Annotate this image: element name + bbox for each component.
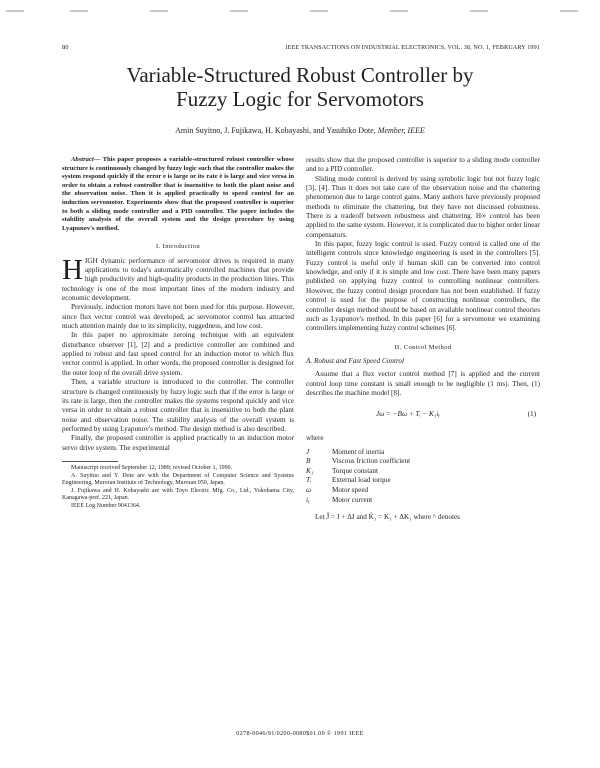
- author-membership: Member, IEEE: [377, 126, 425, 135]
- symbol: iᵧ: [306, 495, 310, 504]
- right-column: [306, 156, 540, 523]
- copyright-line: 0278-0046/91/0200-0080$01.00 © 1991 IEEE: [236, 730, 364, 737]
- symbol-definition: External load torque: [332, 476, 391, 485]
- footnote-ieee-log: IEEE Log Number 9041364.: [71, 502, 141, 509]
- title-line-2: Fuzzy Logic for Servomotors: [176, 87, 424, 111]
- intro-paragraph-4: Then, a variable structure is introduced to the controller. The controller structure is changed continuously by fuzzy logic such that if the error is large or its rate is large, then the controller makes the systems respond quickly and vice versa in order to obtain a robust controller that is insensitive to both the plant noise and observation noise. The stability analysis of the overall system is performed by using Lyapunov's method. The design method is also described.: [62, 378, 294, 433]
- symbol-row: [306, 486, 540, 496]
- symbol-definition: Moment of inertia: [332, 447, 385, 456]
- registration-mark: [230, 10, 248, 12]
- author-line: [0, 126, 600, 135]
- symbol-definition: Viscous friction coefficient: [332, 457, 411, 466]
- symbol: K₁: [306, 466, 314, 475]
- paper-title: [0, 63, 600, 111]
- body-paragraph-fuzzy-control: In this paper, fuzzy logic control is used. Fuzzy control is called one of the intelligent controls since knowledge engineering is used in the controllers [5]. Fuzzy control is useful only if human skill can be converted into control knowledge, and only if it is simple and low cost. There have been many papers published on applying fuzzy control to controlling nonlinear controllers. However, the fuzzy control design procedure has not been established. If fuzzy control is used for the purpose of constructing nonlinear controllers, the controller design method should be based on available nonlinear control theories such as Lyapunov's method. In this paper [6] for a servomotor we examining controllers implementing fuzzy control schemes [6].: [306, 240, 540, 333]
- equation-number: (1): [527, 410, 536, 419]
- symbol-row: [306, 467, 540, 477]
- symbol-definition: Motor current: [332, 495, 373, 504]
- symbol: B: [306, 457, 311, 466]
- symbol-row: [306, 496, 540, 506]
- symbol-row: [306, 448, 540, 458]
- registration-mark: [150, 10, 168, 12]
- body-paragraph-sliding-mode: Sliding mode control is derived by using symbolic logic but not fuzzy logic [3], [4]. Thus it does not take care of the observation noise and the chattering phenomenon due to large control gains. Many authors have previously proposed methods to eliminate the chattering, but they have not discussed robustness. There is a tradeoff between robustness and chattering. H∞ control has been applied to the same system. However, it is complicated due to higher order linear compensators.: [306, 174, 540, 239]
- abstract-lead: Abstract: [71, 156, 94, 163]
- symbol-definition: Torque constant: [332, 466, 379, 475]
- symbol-definition: Motor speed: [332, 485, 369, 494]
- body-paragraph-model: Assume that a flux vector control method [7] is applied and the current control loop time constant is small enough to be negligible (1 ms). Then, (1) describes the machine model [8].: [306, 370, 540, 397]
- registration-mark: [560, 10, 578, 12]
- section-heading-control-method: II. Control Method: [394, 343, 452, 351]
- equation-body: Jω̇ = −Bω + Tᵢ − K₁iᵧ: [376, 410, 440, 419]
- symbol: J: [306, 447, 310, 456]
- running-head: IEEE TRANSACTIONS ON INDUSTRIAL ELECTRONICS, VOL. 38, NO. 1, FEBRUARY 1991: [285, 44, 540, 51]
- equation-1: [306, 402, 540, 430]
- subsection-heading: A. Robust and Fast Speed Control: [306, 356, 404, 365]
- section-heading-introduction: I. Introduction: [155, 243, 201, 251]
- where-label: where: [306, 434, 324, 443]
- intro-paragraph-1-text: IGH dynamic performance of servomotor drives is required in many applications to today's automatically controlled machines that provide high productivity and high-quality products in the production lines. This technology is one of the most important lines of the modern industry and economic development.: [62, 256, 294, 303]
- intro-paragraph-2: Previously, induction motors have not been used for this purpose. However, since flux vector control was developed, ac servomotor control has attracted much attention mainly due to its simplicity, ruggedness, and low cost.: [62, 303, 294, 331]
- intro-paragraph-3: In this paper no approximate zeroing technique with an equivalent disturbance observer [1], [2] and a predictive controller are combined and applied to robust and fast speed control for an induction motor to which flux vector control is applied. In other words, the proposed controller is designed for the outer loop of the overall drive system.: [62, 331, 294, 377]
- title-line-1: Variable-Structured Robust Controller by: [126, 63, 474, 87]
- intro-paragraph-1: [62, 253, 294, 304]
- footnote-affiliation-2: J. Fujikawa and H. Kobayashi are with Toyo Electric Mfg. Co., Ltd., Yokohama City, Kanagawa-pref. 221, Japan.: [62, 487, 294, 502]
- symbol-row: [306, 457, 540, 467]
- registration-mark: [70, 10, 88, 12]
- registration-mark: [310, 10, 328, 12]
- symbol: Tᵢ: [306, 476, 312, 485]
- registration-mark: [390, 10, 408, 12]
- abstract: [62, 156, 294, 233]
- page-number: 80: [62, 44, 69, 51]
- body-last-line: Let Ĵ = J + ΔJ and K̂₁ = K₁ + ΔK₁ where ^ denotes: [315, 513, 460, 522]
- symbol: ω: [306, 485, 312, 494]
- body-paragraph-continued: results show that the proposed controller is superior to a sliding mode controller and to a PID controller.: [306, 156, 540, 174]
- footnote-affiliation-1: A. Suyitno and Y. Dote are with the Department of Computer Science and Systems Engineering, Muroran Institute of Technology, Muroran 050, Japan.: [62, 472, 294, 487]
- footnote-divider: [62, 461, 118, 462]
- intro-paragraph-5: Finally, the proposed controller is applied practically to an induction motor servo drive system. The experimental: [62, 434, 294, 452]
- registration-mark: [6, 10, 24, 12]
- footnote-received: Manuscript received September 12, 1989; revised October 1, 1990.: [71, 464, 233, 471]
- drop-cap: H: [62, 253, 83, 286]
- symbol-list: [306, 448, 540, 506]
- author-names: Amin Suyitno, J. Fujikawa, H. Kobayashi, and Yasuhiko Dote,: [175, 126, 376, 135]
- left-column: [62, 156, 294, 510]
- registration-mark: [470, 10, 488, 12]
- abstract-text: — This paper proposes a variable-structured robust controller whose structure is continuously changed by fuzzy logic such that the controller makes the system respond quickly if the error e is large or its rate ė is large and vice versa in order to obtain a robust controller that is insensitive to both the plant noise and the observation noise. Then it is applied practically to speed control for an induction servomotor. Experiments show that the proposed controller is superior to both a sliding mode controller and a PID controller. The paper includes the stability analysis of the overall system and the design procedure by using Lyapunov's method.: [62, 156, 294, 232]
- symbol-row: [306, 476, 540, 486]
